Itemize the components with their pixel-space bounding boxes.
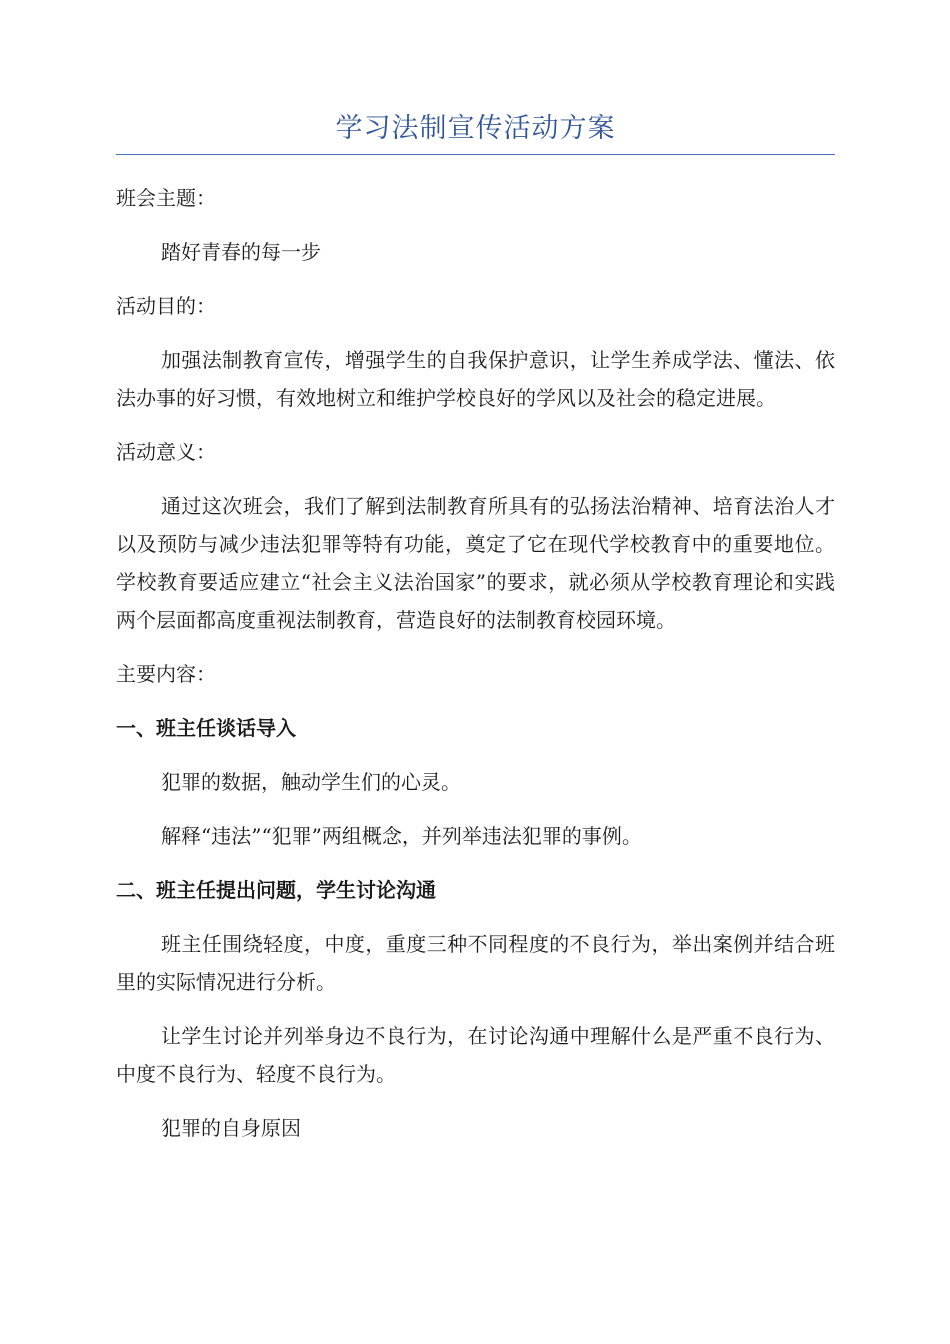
document-title: 学习法制宣传活动方案 [116,110,835,155]
section2-paragraph-3: 犯罪的自身原因 [161,1116,301,1140]
label-goal: 活动目的： [116,294,216,318]
label-significance: 活动意义： [116,440,216,464]
document-page [116,110,835,1163]
section1-paragraph-2: 解释“违法”“犯罪”两组概念，并列举违法犯罪的事例。 [161,824,642,848]
goal-text: 加强法制教育宣传，增强学生的自我保护意识，让学生养成学法、懂法、依法办事的好习惯，有效地树立和维护学校良好的学风以及社会的稳定进展。 [116,348,835,410]
section2-paragraph-2: 让学生讨论并列举身边不良行为，在讨论沟通中理解什么是严重不良行为、中度不良行为、轻度不良行为。 [116,1024,835,1086]
section1-heading: 一、班主任谈话导入 [116,716,296,740]
theme-text: 踏好青春的每一步 [161,240,321,264]
section2-paragraph-1: 班主任围绕轻度，中度，重度三种不同程度的不良行为，举出案例并结合班里的实际情况进行分析。 [116,932,835,994]
section2-heading: 二、班主任提出问题，学生讨论沟通 [116,878,436,902]
significance-text: 通过这次班会，我们了解到法制教育所具有的弘扬法治精神、培育法治人才以及预防与减少违法犯罪等特有功能，奠定了它在现代学校教育中的重要地位。学校教育要适应建立“社会主义法治国家”的要求，就必须从学校教育理论和实践两个层面都高度重视法制教育，营造良好的法制教育校园环境。 [116,494,835,632]
section1-paragraph-1: 犯罪的数据，触动学生们的心灵。 [161,770,461,794]
label-theme: 班会主题： [116,186,216,210]
label-content: 主要内容： [116,662,216,686]
